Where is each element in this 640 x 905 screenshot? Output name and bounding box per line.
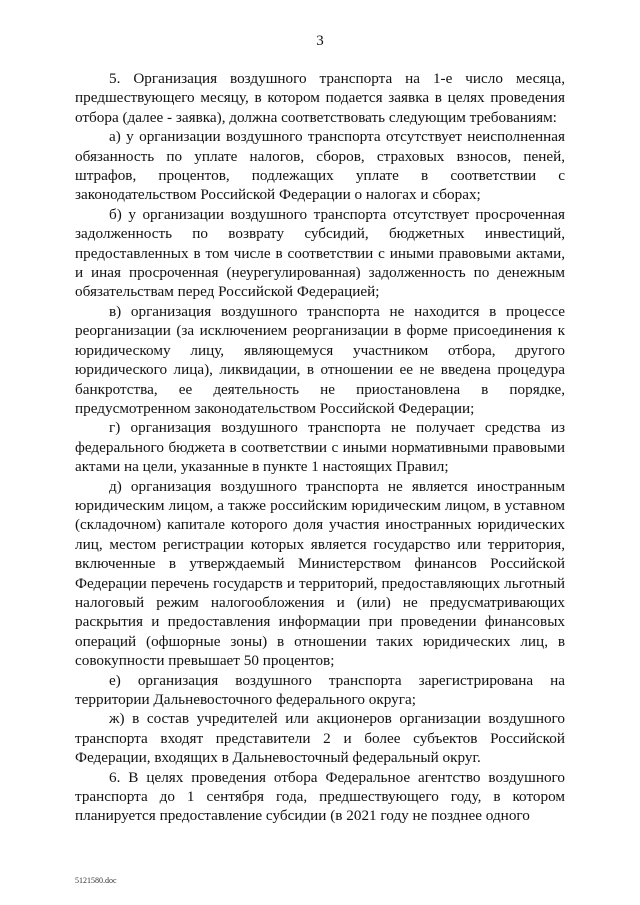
paragraph-5g: г) организация воздушного транспорта не получает средства из федерального бюджета в соответствии с иными нормативными правовыми актами на цели, указанные в пункте 1 настоящих Правил; xyxy=(75,419,565,476)
paragraph-5v: в) организация воздушного транспорта не находится в процессе реорганизации (за исключением реорганизации в форме присоединения к юридическому лицу, являющемуся участником отбора, другого юридического лица), ликвидации, в отношении ее не введена процедура банкротства, ее деятельность не приостановлена в порядке, предусмотренном законодательством Российской Федерации; xyxy=(75,302,565,417)
paragraph-5e: е) организация воздушного транспорта зарегистрирована на территории Дальневосточного федерального округа; xyxy=(75,671,565,708)
paragraph-5-intro: 5. Организация воздушного транспорта на 1-е число месяца, предшествующего месяцу, в котором подается заявка в целях проведения отбора (далее - заявка), должна соответствовать следующим требованиям: xyxy=(75,70,565,126)
paragraph-5a: а) у организации воздушного транспорта отсутствует неисполненная обязанность по уплате налогов, сборов, страховых взносов, пеней, штрафов, процентов, подлежащих уплате в соответствии с законодательством Российской Федерации о налогах и сборах; xyxy=(75,128,565,204)
paragraph-6: 6. В целях проведения отбора Федеральное агентство воздушного транспорта до 1 сентября года, предшествующего году, в котором планируется предоставление субсидии (в 2021 году не позднее одного xyxy=(75,768,565,825)
page-number: 3 xyxy=(316,33,324,49)
document-body xyxy=(75,69,565,826)
paragraph-5d: д) организация воздушного транспорта не является иностранным юридическим лицом, а также российским юридическим лицом, в уставном (складочном) капитале которого доля участия иностранных юридических лиц, местом регистрации которых является государство или территория, включенные в утверждаемый Министерством финансов Российской Федерации перечень государств и территорий, предоставляющих льготный налоговый режим налогообложения и (или) не предусматривающих раскрытия и предоставления информации при проведении финансовых операций (офшорные зоны) в отношении таких юридических лиц, в совокупности превышает 50 процентов; xyxy=(75,477,565,670)
paragraph-5b: б) у организации воздушного транспорта отсутствует просроченная задолженность по возврату субсидий, бюджетных инвестиций, предоставленных в том числе в соответствии с иными правовыми актами, и иная просроченная (неурегулированная) задолженность по денежным обязательствам перед Российской Федерацией; xyxy=(75,205,565,301)
footer-document-code: 5121580.doc xyxy=(75,876,117,885)
paragraph-5zh: ж) в состав учредителей или акционеров организации воздушного транспорта входят представители 2 и более субъектов Российской Федерации, входящих в Дальневосточный федеральный округ. xyxy=(75,710,565,767)
